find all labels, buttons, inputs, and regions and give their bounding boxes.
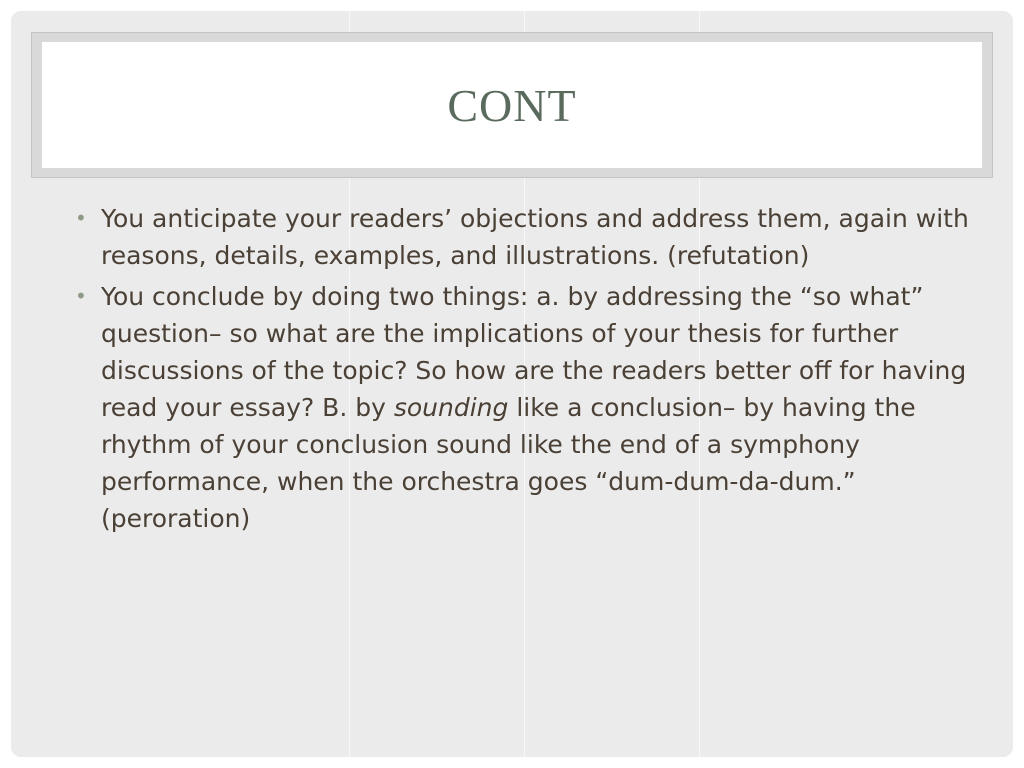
bullet-list [73, 200, 973, 541]
bullet-text: You anticipate your readers’ objections and address them, again with reasons, details, examples, and illustrations. (refutation) [101, 204, 969, 270]
bullet-item [73, 200, 973, 274]
bullet-item [73, 278, 973, 537]
title-box [42, 42, 982, 168]
bullet-emphasis: sounding [393, 393, 509, 422]
bullet-marker-icon: • [75, 206, 87, 230]
title-frame [31, 32, 993, 178]
bullet-text-continued: like a conclusion– by having the rhythm of your conclusion sound like the end of a symphony performance, when the orchestra goes “dum-dum-da-dum.” (peroration) [101, 393, 916, 533]
bullet-text: You conclude by doing two things: a. by addressing the “so what” question– so what are the implications of your thesis for further discussions of the topic? So how are the readers better off for having read your essay? B. by [101, 282, 967, 422]
bullet-marker-icon: • [75, 284, 87, 308]
slide-title: CONT [447, 79, 577, 131]
slide [11, 11, 1013, 757]
